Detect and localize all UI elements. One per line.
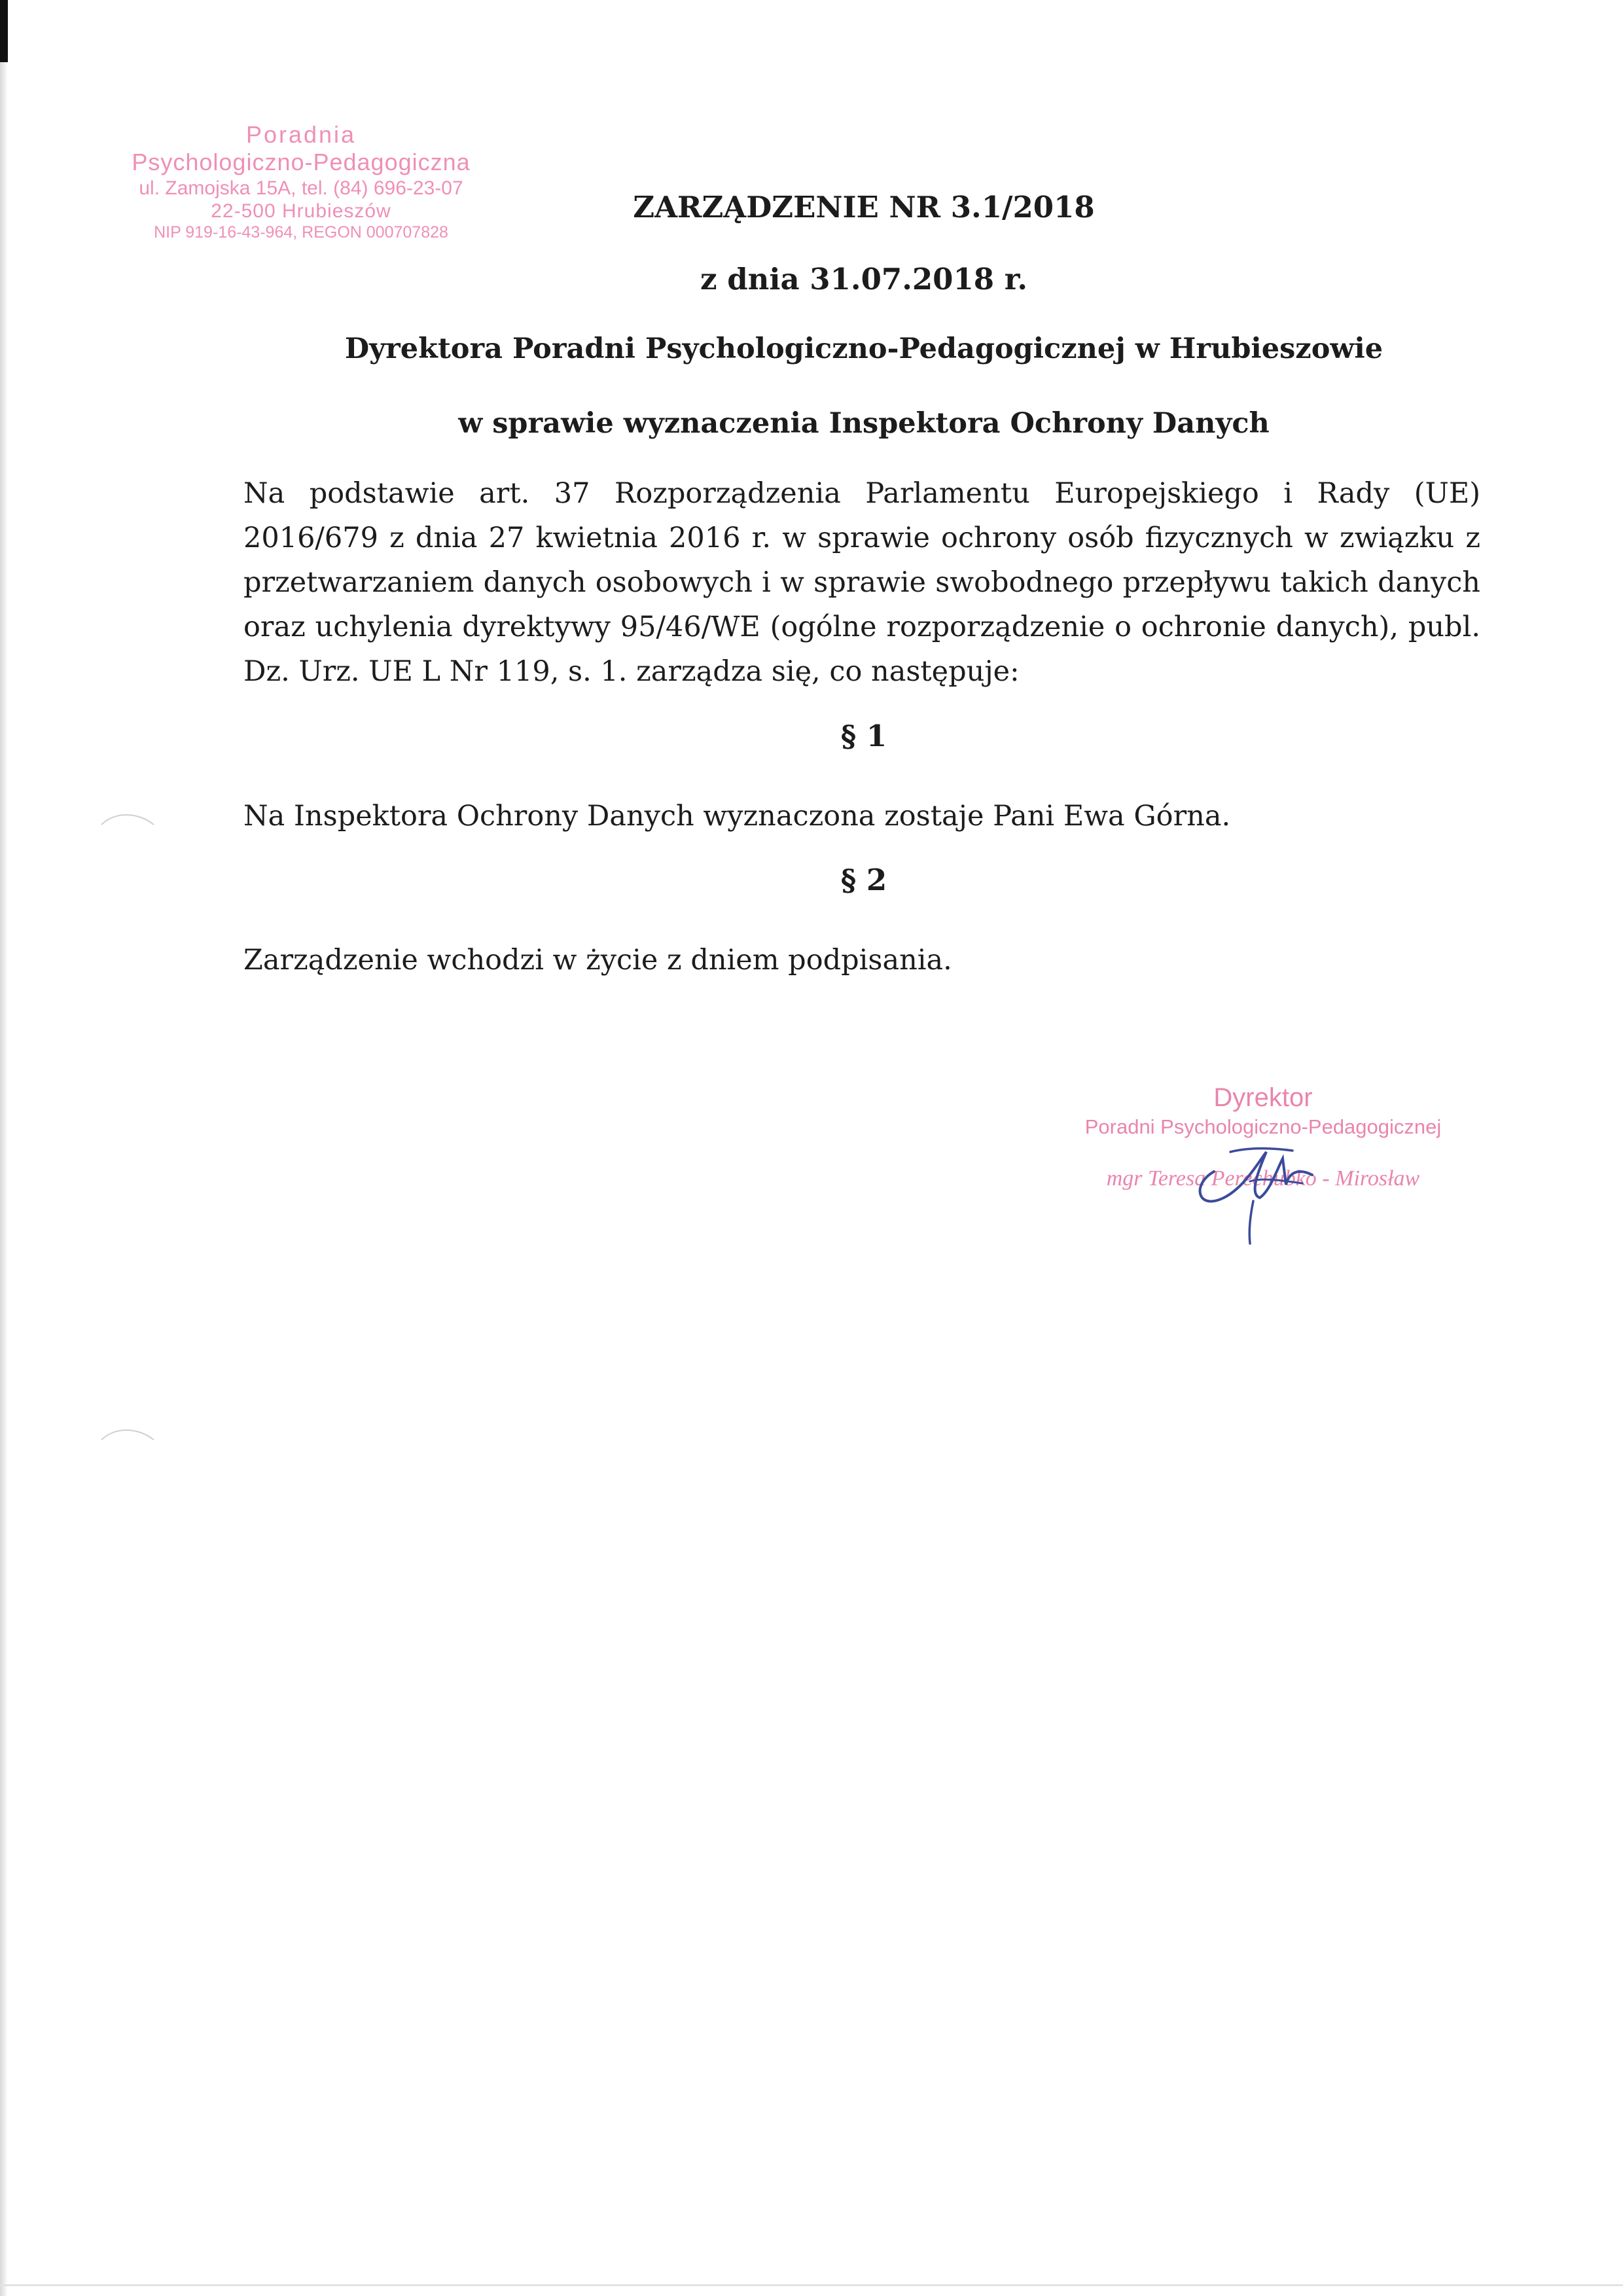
scan-artifact [98,808,157,828]
scan-mark [0,0,8,62]
stamp-line-ids: NIP 919-16-43-964, REGON 000707828 [154,223,448,242]
stamp-line-address: ul. Zamojska 15A, tel. (84) 696-23-07 [139,177,463,199]
legal-basis-paragraph: Na podstawie art. 37 Rozporządzenia Parlamentu Europejskiego i Rady (UE) 2016/679 z dnia 27 kwietnia 2016 r. w sprawie ochrony osób fizycznych w związku z przetwarzaniem danych osobowych i w sprawie swobodnego przepływu takich danych oraz uchylenia dyrektywy 95/46/WE (ogólne rozporządzenie o ochronie danych), publ. Dz. Urz. UE L Nr 119, s. 1. zarządza się, co następuje: [243,477,1480,688]
scan-edge-bottom [0,2284,1623,2286]
section-text-2: Zarządzenie wchodzi w życie z dniem podpisania. [243,944,952,977]
document-issuer: Dyrektora Poradni Psychologiczno-Pedagogicznej w Hrubieszowie [344,332,1383,365]
section-heading-2: § 2 [840,863,887,897]
signature-name: mgr Teresa Perechubko - Mirosław [1106,1166,1420,1191]
stamp-line-type: Psychologiczno-Pedagogiczna [132,149,471,176]
stamp-line-name: Poradnia [245,121,357,148]
document-title: ZARZĄDZENIE NR 3.1/2018 [633,190,1095,224]
handwritten-signature [1152,1113,1322,1250]
section-text-1: Na Inspektora Ochrony Danych wyznaczona zostaje Pani Ewa Górna. [243,800,1231,833]
scan-edge [0,0,8,2296]
stamp-line-city: 22-500 Hrubieszów [211,200,391,223]
document-date: z dnia 31.07.2018 r. [700,262,1028,296]
scan-artifact [98,1424,157,1443]
section-heading-1: § 1 [840,719,887,753]
signature-title: Dyrektor [1213,1083,1313,1112]
signature-institution: Poradni Psychologiczno-Pedagogicznej [1084,1115,1442,1138]
document-subject: w sprawie wyznaczenia Inspektora Ochrony Danych [458,407,1270,440]
